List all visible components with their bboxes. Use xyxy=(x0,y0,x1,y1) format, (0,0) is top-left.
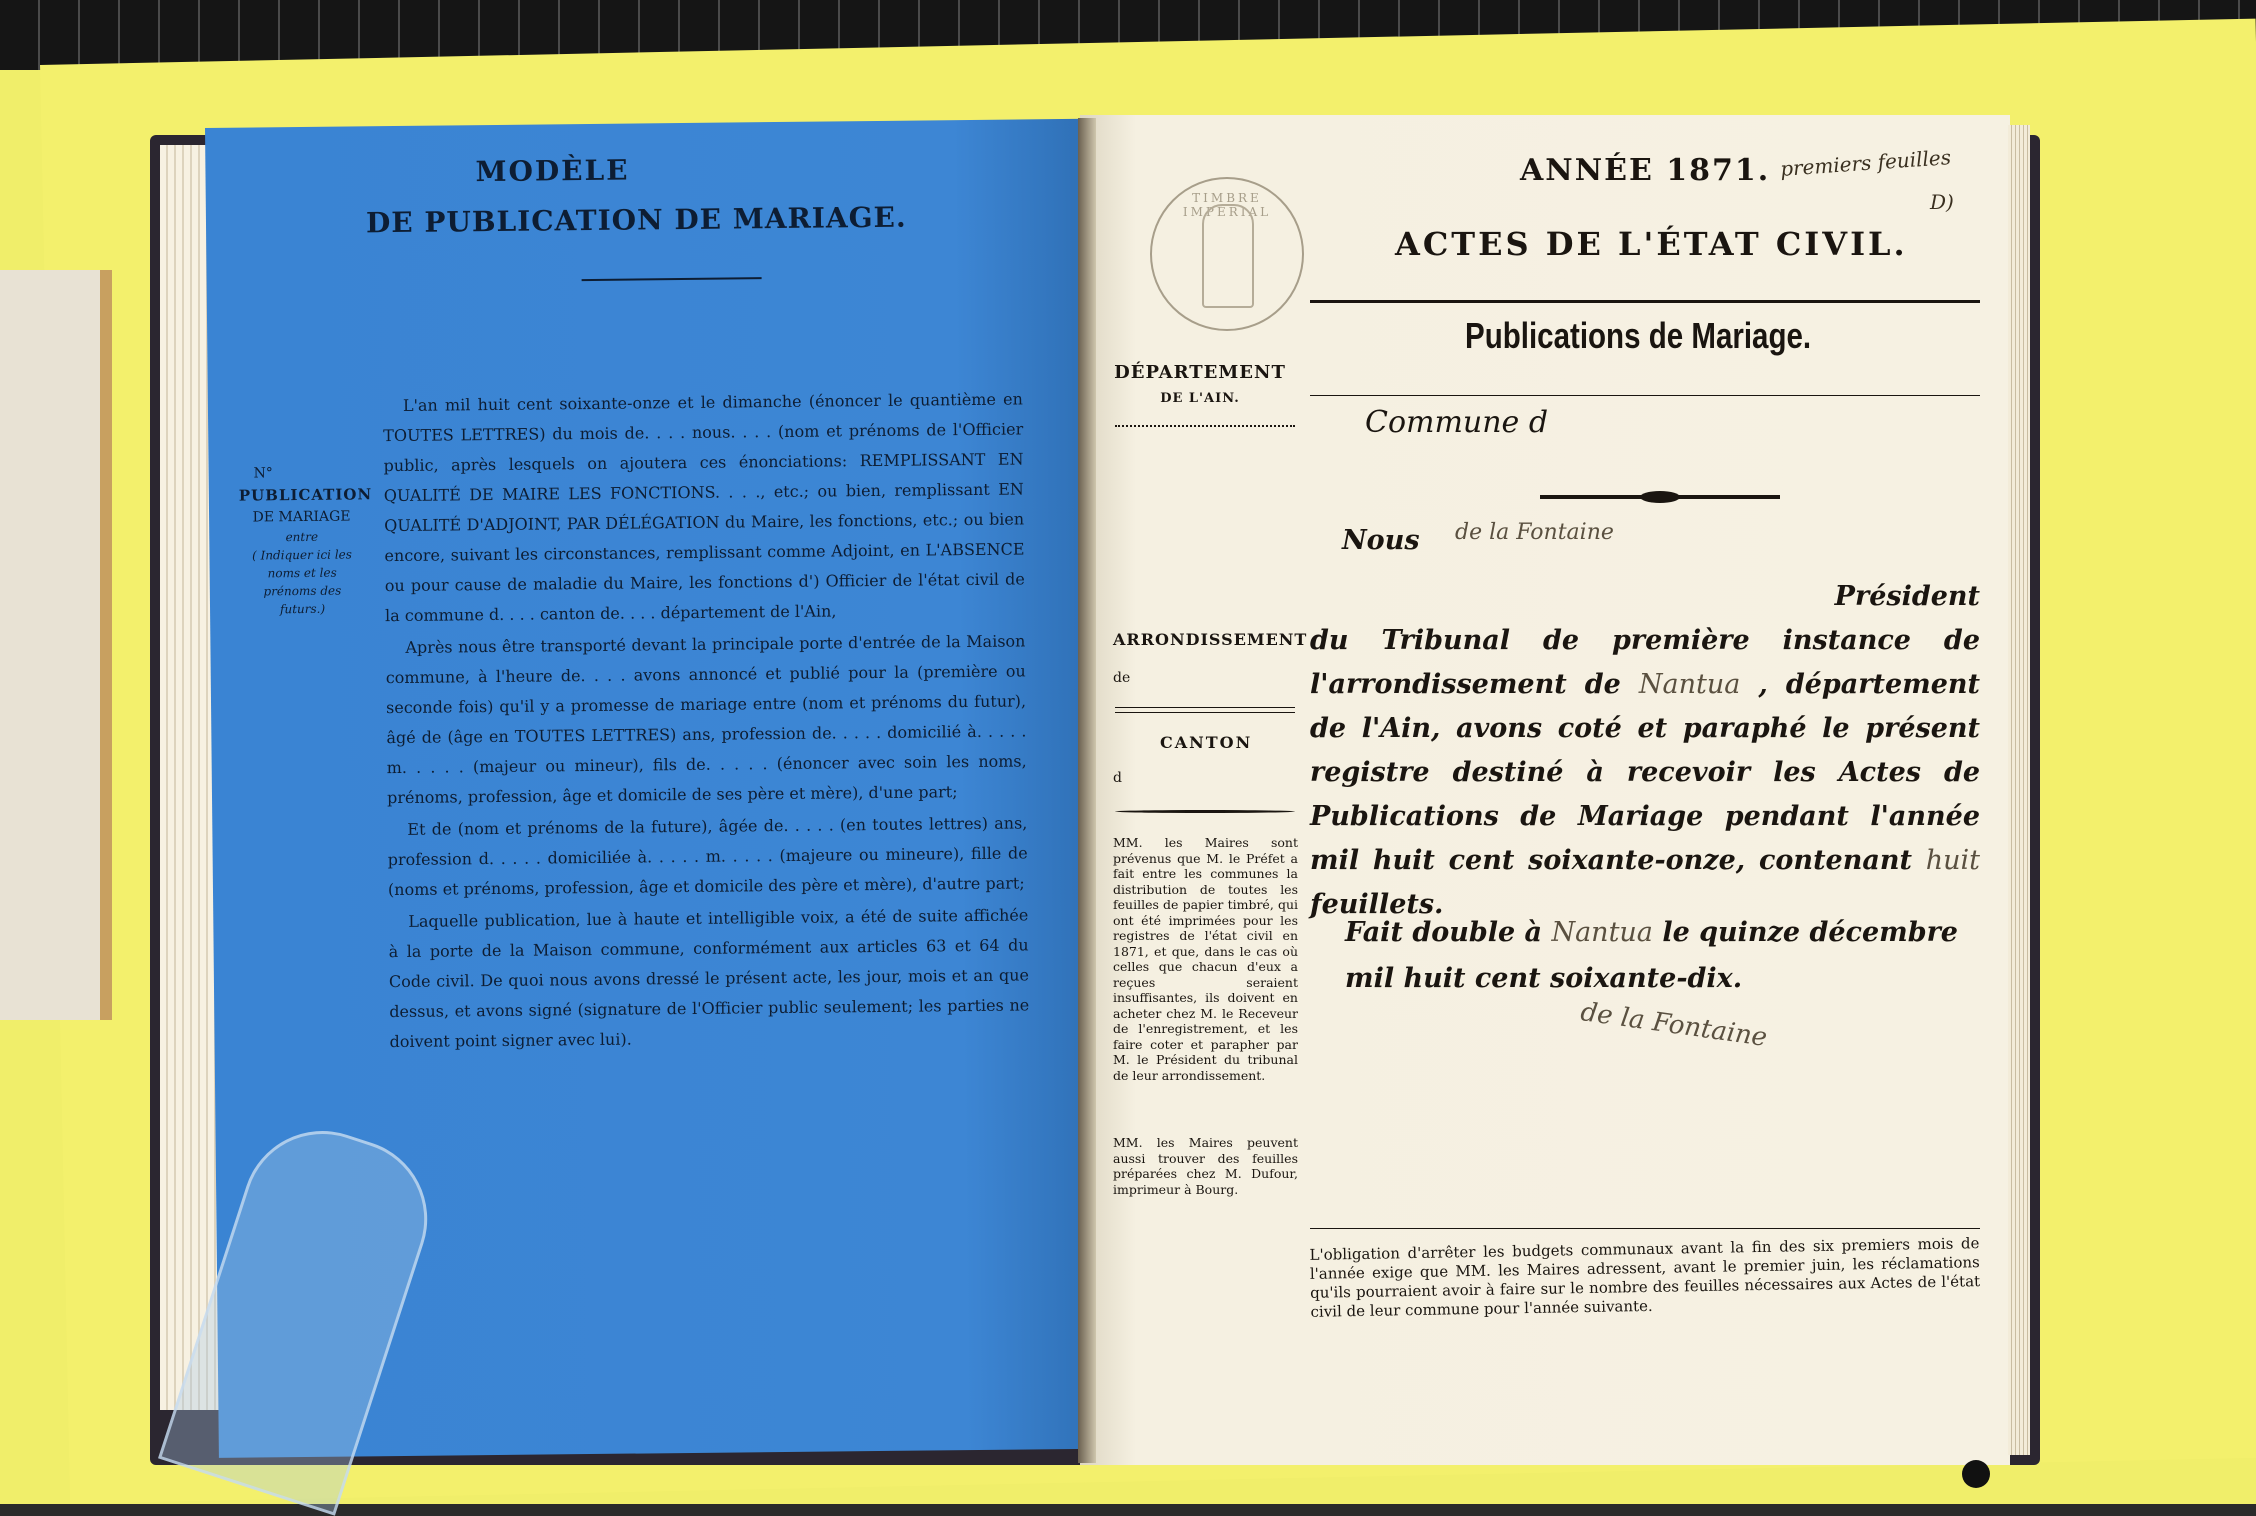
left-title-publication: DE PUBLICATION DE MARIAGE. xyxy=(365,200,907,240)
publications-heading: Publications de Mariage. xyxy=(1465,315,1812,356)
certification-text xyxy=(1310,575,1980,927)
heading-rule-thin xyxy=(1310,395,1980,396)
page-edges-right xyxy=(2008,125,2030,1455)
handwritten-count: huit xyxy=(1925,845,1980,876)
fait-part-2: le quinze décembre mil huit cent soixante-dix. xyxy=(1345,917,1958,994)
actes-heading: ACTES DE L'ÉTAT CIVIL. xyxy=(1395,225,1908,263)
arrondissement-label: ARRONDISSEMENT xyxy=(1113,630,1308,649)
ink-spot xyxy=(1962,1460,1990,1488)
ornament-rule xyxy=(1540,495,1780,499)
right-page-register xyxy=(1080,115,2010,1465)
adjacent-book xyxy=(0,270,112,1020)
seal-label: TIMBRE IMPÉRIAL xyxy=(1182,191,1272,219)
left-body-text xyxy=(383,384,1030,1059)
body-part-1: du Tribunal de première instance de l'arrondissement de xyxy=(1310,625,1980,700)
left-paragraph: Laquelle publication, lue à haute et intelligible voix, a été de suite affichée à la porte de la Maison commune, conformément aux articles 63 et 64 du Code civil. De quoi nous avons dressé le présent acte, les jour, mois et an que dessus, et avons signé (signature de l'Officier public seulement; les parties ne doivent point signer avec lui). xyxy=(388,905,1030,1052)
handwritten-note-top-2: D) xyxy=(1930,190,1954,214)
department-rule xyxy=(1115,425,1295,430)
heading-rule xyxy=(1310,300,1980,303)
left-margin-note xyxy=(238,461,373,618)
margin-publication: PUBLICATION xyxy=(238,485,373,505)
left-title-modele: MODÈLE xyxy=(475,153,630,189)
department-label xyxy=(1110,362,1290,406)
mayors-notice-printer: MM. les Maires peuvent aussi trouver des feuilles préparées chez M. Dufour, imprimeur à Bourg. xyxy=(1113,1135,1298,1197)
fait-part-1: Fait double à xyxy=(1345,917,1543,948)
handwritten-city: Nantua xyxy=(1638,669,1741,700)
handwritten-signature: de la Fontaine xyxy=(1578,997,1769,1053)
department-title: DÉPARTEMENT xyxy=(1114,362,1286,383)
margin-instruction: ( Indiquer ici les noms et les prénoms des futurs.) xyxy=(251,547,352,617)
margin-number-label: N° xyxy=(253,465,273,482)
margin-de-mariage: DE MARIAGE xyxy=(252,508,351,526)
footer-rule xyxy=(1310,1228,1980,1229)
canton-rule xyxy=(1115,810,1295,813)
register-year: ANNÉE 1871. xyxy=(1520,153,1771,188)
body-part-2: , département de l'Ain, avons coté et paraphé le présent registre destiné à recevoir les Actes de Publications de Mariage pendant l'année mil huit cent soixante-onze, contenant xyxy=(1310,669,1980,876)
left-paragraph: L'an mil huit cent soixante-onze et le dimanche (énoncer le quantième en TOUTES LETTRES) du mois de. . . . nous. . . . (nom et prénoms de l'Officier public, après lesquels on ajoutera ces énonciations: REMPLISSANT EN QUALITÉ DE MAIRE LES FONCTIONS. . . ., etc.; ou bien, remplissant EN QUALITÉ D'ADJOINT, PAR DÉLÉGATION du Maire, les fonctions, etc.; ou bien encore, suivant les circonstances, remplissant comme Adjoint, en L'ABSENCE ou pour cause de maladie du Maire, les fonctions d') Officier de l'état civil de la commune d. . . . canton de. . . . département de l'Ain, xyxy=(383,389,1025,626)
body-part-3: feuillets. xyxy=(1310,889,1444,920)
book-spine-gutter xyxy=(1078,118,1096,1463)
arrondissement-de: de xyxy=(1113,670,1131,686)
fait-double-text xyxy=(1345,910,1985,1002)
left-title-rule xyxy=(582,277,762,281)
handwritten-city-2: Nantua xyxy=(1551,917,1653,948)
margin-entre: entre xyxy=(285,529,319,545)
seal-figure xyxy=(1202,204,1254,308)
nous-label: Nous xyxy=(1342,525,1420,556)
left-paragraph: Après nous être transporté devant la principale porte d'entrée de la Maison commune, à l'heure de. . . . avons annoncé et publié pour la (première ou seconde fois) qu'il y a promesse de mariage entre (nom et prénoms du futur), âgé de (âge en TOUTES LETTRES) ans, profession de. . . . . domicilié à. . . . . m. . . . . (majeur ou mineur), fils de. . . . . (énoncer avec soin les noms, prénoms, profession, âge et domicile de ses père et mère), d'une part; xyxy=(385,631,1027,808)
budget-obligation-notice: L'obligation d'arrêter les budgets communaux avant la fin des six premiers mois de l'année exige que MM. les Maires adressent, avant le premier juin, les réclamations qu'ils pourraient avoir à faire sur le nombre des feuilles nécessaires aux Actes de l'état civil de leur commune pour l'année suivante. xyxy=(1309,1234,1981,1321)
president-label: Président xyxy=(1834,581,1980,612)
handwritten-note-top: premiers feuilles xyxy=(1779,145,1952,181)
mayors-notice: MM. les Maires sont prévenus que M. le Préfet a fait entre les communes la distribution de toutes les feuilles de papier timbré, qui ont été imprimées pour les registres de l'état civil en 1871, et que, dans le cas où celles que chacun d'eux a reçues seraient insuffisantes, ils doivent en acheter chez M. le Receveur de l'enregistrement, et les faire coter et parapher par M. le Président du tribunal de leur arrondissement. xyxy=(1113,835,1298,1083)
handwritten-name: de la Fontaine xyxy=(1455,520,1614,545)
arrondissement-rule xyxy=(1115,707,1295,713)
canton-label: CANTON xyxy=(1160,733,1253,752)
canton-d: d xyxy=(1113,770,1122,786)
commune-label: Commune d xyxy=(1365,405,1549,440)
tax-stamp-seal xyxy=(1150,177,1304,331)
department-name: DE L'AIN. xyxy=(1160,391,1240,406)
left-paragraph: Et de (nom et prénoms de la future), âgée de. . . . . (en toutes lettres) ans, profession d. . . . . domiciliée à. . . . . m. . . . . (majeure ou mineure), fille de (noms et prénoms, profession, âge et domicile des père et mère), d'autre part; xyxy=(387,813,1028,900)
